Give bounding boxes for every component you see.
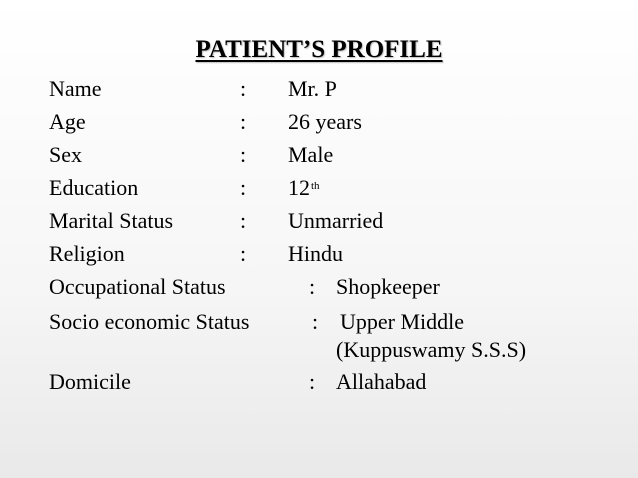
field-separator: : [309, 369, 316, 394]
field-label: Education [49, 175, 139, 200]
slide-title: PATIENT’S PROFILE [195, 36, 443, 63]
field-value: Shopkeeper [336, 274, 440, 299]
field-value: Upper Middle [340, 309, 465, 334]
field-value: 26 years [288, 109, 362, 134]
field-label: Sex [49, 142, 82, 167]
field-row-occupational-status [0, 271, 638, 303]
field-label: Religion [49, 241, 125, 266]
field-value [288, 172, 320, 204]
field-row-sex [0, 139, 638, 171]
field-value: Unmarried [288, 208, 384, 233]
field-separator: : [240, 208, 247, 233]
field-row-age [0, 106, 638, 138]
field-label: Socio economic Status [49, 309, 250, 334]
field-value: Male [288, 142, 334, 167]
field-separator: : [240, 76, 247, 101]
field-separator: : [240, 109, 247, 134]
field-value: Allahabad [336, 369, 427, 394]
field-row-marital-status [0, 205, 638, 237]
field-label: Age [49, 109, 86, 134]
field-label: Domicile [49, 369, 131, 394]
field-separator: : [312, 309, 319, 334]
field-separator: : [240, 241, 247, 266]
field-row-education [0, 172, 638, 204]
field-separator: : [240, 142, 247, 167]
field-value-main: 12 [288, 175, 310, 200]
field-separator: : [240, 175, 247, 200]
field-label: Name [49, 76, 102, 101]
field-row-name [0, 73, 638, 105]
field-row-socio-economic-status-line2 [0, 334, 638, 366]
field-value: Hindu [288, 241, 343, 266]
field-value: Mr. P [288, 76, 337, 101]
field-value-continuation: (Kuppuswamy S.S.S) [336, 337, 527, 362]
field-row-domicile [0, 366, 638, 398]
field-separator: : [309, 274, 316, 299]
field-label: Occupational Status [49, 274, 226, 299]
field-row-religion [0, 238, 638, 270]
field-value-superscript: th [311, 180, 320, 192]
field-label: Marital Status [49, 208, 174, 233]
